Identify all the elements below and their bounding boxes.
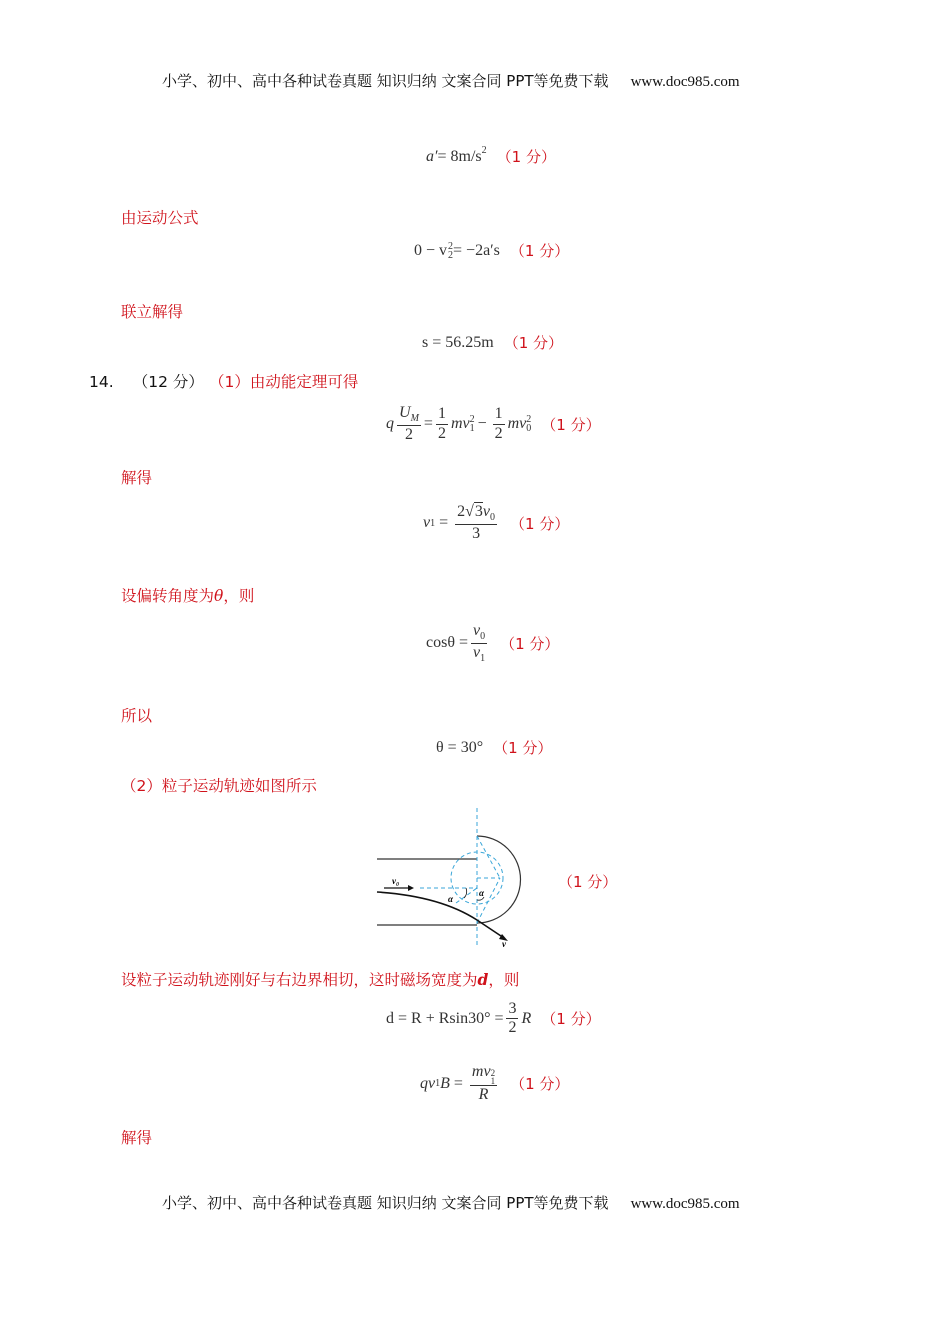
deflection-text: 设偏转角度为 (121, 587, 215, 605)
question-14-heading (89, 370, 358, 392)
eq-lhs: θ = 30° (436, 738, 484, 756)
text-solve-2: 解得 (121, 1129, 153, 1147)
score-mark: （1 分） (493, 739, 553, 757)
score-mark: （1 分） (509, 242, 570, 260)
text-so: 所以 (121, 707, 153, 725)
q14-part1: （1）由动能定理可得 (209, 373, 359, 391)
score-mark: （1 分） (541, 415, 601, 434)
v-label: v (502, 939, 506, 949)
d-symbol: d (477, 970, 489, 989)
eq-a-prime: a′ (426, 147, 438, 165)
equation-distance (422, 332, 563, 353)
tangent-text: 设粒子运动轨迹刚好与右边界相切，这时磁场宽度为 (121, 971, 478, 989)
footer-site: www.doc985.com (630, 1196, 740, 1212)
deflection-then: ，则 (223, 587, 255, 605)
equation-acceleration: a′ = 8m/s $^2$ （1 分） (426, 145, 556, 166)
trajectory-diagram (370, 808, 560, 950)
alpha-label-2: α (479, 888, 484, 898)
score-mark: （1 分） (510, 1075, 570, 1094)
text-tangent (121, 968, 519, 990)
equation-width: d = R + Rsin30° = $\frac{3}{2}$ R （1 分） (386, 1000, 601, 1037)
footer-text: 小学、初中、高中各种试卷真题 知识归纳 文案合同 PPT等免费下载 (162, 1194, 609, 1212)
eq-rhs: = −2a′s (453, 241, 500, 259)
v0-arrowhead (408, 885, 414, 891)
eq-lhs: d = R + Rsin30° = (386, 1009, 504, 1027)
q14-number: 14. (89, 373, 114, 391)
q14-points: （12 分） (132, 373, 204, 391)
eq-lhs: s = 56.25m (422, 333, 494, 351)
text-motion-formula: 由运动公式 (121, 209, 199, 227)
equation-lorentz: qv 1 B = mv 2 1 R （1 分） (420, 1063, 570, 1103)
score-mark: （1 分） (500, 634, 560, 653)
header-text: 小学、初中、高中各种试卷真题 知识归纳 文案合同 PPT等免费下载 (162, 72, 609, 90)
score-mark: （1 分） (496, 148, 556, 166)
score-mark: （1 分） (503, 334, 564, 352)
particle-path (377, 892, 504, 938)
eq-lhs: cosθ = (426, 634, 469, 652)
diagram-score: （1 分） (558, 873, 618, 891)
equation-theta (436, 737, 552, 758)
page-header (162, 70, 740, 91)
v0-label: v₀ (392, 876, 400, 886)
text-deflection (121, 584, 254, 606)
text-part2: （2）粒子运动轨迹如图所示 (121, 777, 317, 795)
radius-line-2 (477, 878, 500, 923)
eq-value: = 8m/s (437, 147, 482, 165)
tangent-then: ，则 (488, 971, 520, 989)
equation-kinematics: 0 − v 2 2 = −2a′s （1 分） (414, 240, 570, 261)
score-mark: （1 分） (510, 514, 570, 533)
score-mark: （1 分） (541, 1010, 601, 1029)
alpha-label-1: α (448, 894, 453, 904)
eq-lhs: 0 − v (414, 241, 448, 259)
equation-v1: v 1 = $\frac{2√3v_0}{3}$ （1 分） (423, 503, 570, 542)
eq-lhs: qv (420, 1074, 436, 1092)
radius-line-1 (477, 836, 500, 878)
text-solve-together: 联立解得 (121, 303, 184, 321)
equation-energy: q $\frac{U_M}{2}$ = $\frac{1}{2}$ mv 2 1 − $\frac{1}{2}$ mv 2 0 （1 分） (386, 404, 601, 443)
header-site: www.doc985.com (630, 74, 740, 90)
page-footer (162, 1192, 740, 1213)
theta-symbol: θ (214, 587, 224, 605)
text-solve-1: 解得 (121, 469, 153, 487)
equation-cos: cosθ = $\frac{v_0}{v_1}$ （1 分） (426, 622, 560, 664)
